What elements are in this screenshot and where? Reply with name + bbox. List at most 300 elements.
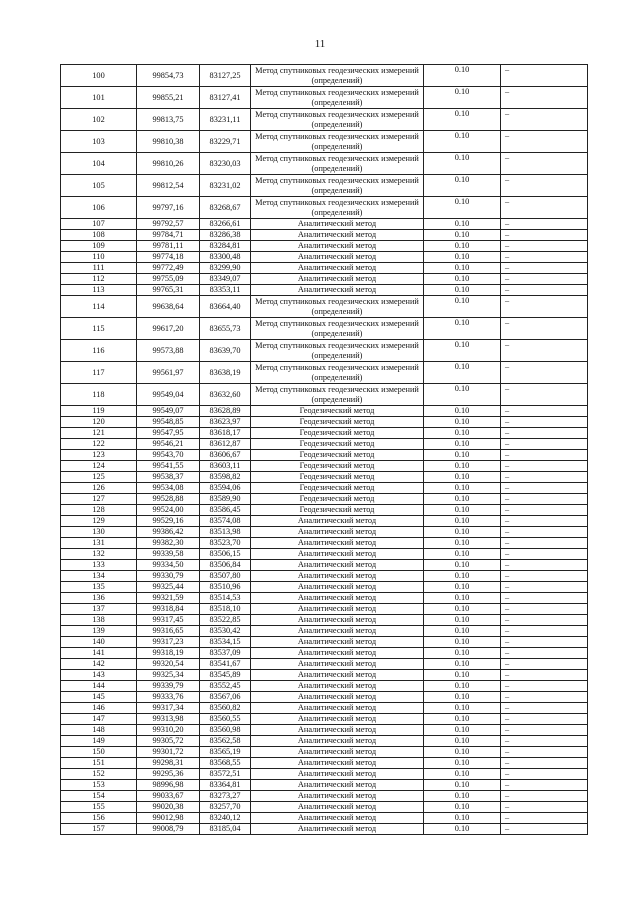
method-cell: Аналитический метод: [251, 670, 424, 681]
x-coordinate-cell: 99547,95: [137, 428, 200, 439]
table-row: [61, 615, 588, 626]
x-coordinate-cell: 99334,50: [137, 560, 200, 571]
precision-cell: 0.10: [424, 681, 501, 692]
method-cell: Аналитический метод: [251, 263, 424, 274]
method-cell: Аналитический метод: [251, 637, 424, 648]
note-cell: –: [501, 582, 588, 593]
point-number-cell: 135: [61, 582, 137, 593]
point-number-cell: 122: [61, 439, 137, 450]
x-coordinate-cell: 99534,08: [137, 483, 200, 494]
y-coordinate-cell: 83523,70: [200, 538, 251, 549]
table-row: [61, 109, 588, 131]
table-row: [61, 439, 588, 450]
point-number-cell: 125: [61, 472, 137, 483]
point-number-cell: 136: [61, 593, 137, 604]
note-cell: –: [501, 714, 588, 725]
x-coordinate-cell: 99382,30: [137, 538, 200, 549]
x-coordinate-cell: 99538,37: [137, 472, 200, 483]
method-cell: Аналитический метод: [251, 560, 424, 571]
precision-cell: 0.10: [424, 758, 501, 769]
note-cell: –: [501, 659, 588, 670]
point-number-cell: 147: [61, 714, 137, 725]
note-cell: –: [501, 593, 588, 604]
point-number-cell: 100: [61, 65, 137, 87]
y-coordinate-cell: 83349,07: [200, 274, 251, 285]
point-number-cell: 151: [61, 758, 137, 769]
method-cell: Геодезический метод: [251, 428, 424, 439]
y-coordinate-cell: 83231,02: [200, 175, 251, 197]
y-coordinate-cell: 83574,08: [200, 516, 251, 527]
table-row: [61, 428, 588, 439]
note-cell: –: [501, 780, 588, 791]
point-number-cell: 126: [61, 483, 137, 494]
note-cell: –: [501, 175, 588, 197]
point-number-cell: 150: [61, 747, 137, 758]
y-coordinate-cell: 83300,48: [200, 252, 251, 263]
point-number-cell: 104: [61, 153, 137, 175]
note-cell: –: [501, 340, 588, 362]
table-row: [61, 670, 588, 681]
table-row: [61, 791, 588, 802]
precision-cell: 0.10: [424, 791, 501, 802]
method-cell: Геодезический метод: [251, 450, 424, 461]
note-cell: –: [501, 604, 588, 615]
coordinates-table: [60, 64, 588, 835]
note-cell: –: [501, 406, 588, 417]
note-cell: –: [501, 516, 588, 527]
y-coordinate-cell: 83632,60: [200, 384, 251, 406]
precision-cell: 0.10: [424, 604, 501, 615]
precision-cell: 0.10: [424, 197, 501, 219]
note-cell: –: [501, 549, 588, 560]
precision-cell: 0.10: [424, 428, 501, 439]
x-coordinate-cell: 99784,71: [137, 230, 200, 241]
x-coordinate-cell: 99033,67: [137, 791, 200, 802]
note-cell: –: [501, 450, 588, 461]
x-coordinate-cell: 98996,98: [137, 780, 200, 791]
precision-cell: 0.10: [424, 296, 501, 318]
y-coordinate-cell: 83534,15: [200, 637, 251, 648]
x-coordinate-cell: 99765,31: [137, 285, 200, 296]
method-cell: Аналитический метод: [251, 230, 424, 241]
table-row: [61, 538, 588, 549]
x-coordinate-cell: 99546,21: [137, 439, 200, 450]
note-cell: –: [501, 131, 588, 153]
y-coordinate-cell: 83664,40: [200, 296, 251, 318]
note-cell: –: [501, 153, 588, 175]
note-cell: –: [501, 219, 588, 230]
note-cell: –: [501, 769, 588, 780]
precision-cell: 0.10: [424, 780, 501, 791]
note-cell: –: [501, 626, 588, 637]
precision-cell: 0.10: [424, 417, 501, 428]
y-coordinate-cell: 83353,11: [200, 285, 251, 296]
point-number-cell: 118: [61, 384, 137, 406]
x-coordinate-cell: 99774,18: [137, 252, 200, 263]
x-coordinate-cell: 99617,20: [137, 318, 200, 340]
precision-cell: 0.10: [424, 153, 501, 175]
x-coordinate-cell: 99638,64: [137, 296, 200, 318]
point-number-cell: 148: [61, 725, 137, 736]
precision-cell: 0.10: [424, 461, 501, 472]
point-number-cell: 155: [61, 802, 137, 813]
table-row: [61, 362, 588, 384]
x-coordinate-cell: 99330,79: [137, 571, 200, 582]
precision-cell: 0.10: [424, 87, 501, 109]
method-cell: Аналитический метод: [251, 780, 424, 791]
method-cell: Метод спутниковых геодезических измерений (определений): [251, 296, 424, 318]
table-row: [61, 87, 588, 109]
precision-cell: 0.10: [424, 406, 501, 417]
precision-cell: 0.10: [424, 362, 501, 384]
method-cell: Аналитический метод: [251, 648, 424, 659]
precision-cell: 0.10: [424, 549, 501, 560]
y-coordinate-cell: 83638,19: [200, 362, 251, 384]
y-coordinate-cell: 83284,81: [200, 241, 251, 252]
note-cell: –: [501, 362, 588, 384]
note-cell: –: [501, 692, 588, 703]
point-number-cell: 146: [61, 703, 137, 714]
y-coordinate-cell: 83568,55: [200, 758, 251, 769]
note-cell: –: [501, 802, 588, 813]
table-row: [61, 417, 588, 428]
x-coordinate-cell: 99772,49: [137, 263, 200, 274]
precision-cell: 0.10: [424, 131, 501, 153]
table-row: [61, 747, 588, 758]
note-cell: –: [501, 285, 588, 296]
method-cell: Аналитический метод: [251, 736, 424, 747]
y-coordinate-cell: 83552,45: [200, 681, 251, 692]
note-cell: –: [501, 241, 588, 252]
x-coordinate-cell: 99812,54: [137, 175, 200, 197]
table-row: [61, 736, 588, 747]
y-coordinate-cell: 83530,42: [200, 626, 251, 637]
point-number-cell: 149: [61, 736, 137, 747]
note-cell: –: [501, 747, 588, 758]
point-number-cell: 103: [61, 131, 137, 153]
y-coordinate-cell: 83514,53: [200, 593, 251, 604]
y-coordinate-cell: 83541,67: [200, 659, 251, 670]
y-coordinate-cell: 83229,71: [200, 131, 251, 153]
point-number-cell: 106: [61, 197, 137, 219]
method-cell: Метод спутниковых геодезических измерений (определений): [251, 87, 424, 109]
x-coordinate-cell: 99855,21: [137, 87, 200, 109]
y-coordinate-cell: 83127,25: [200, 65, 251, 87]
x-coordinate-cell: 99012,98: [137, 813, 200, 824]
y-coordinate-cell: 83565,19: [200, 747, 251, 758]
precision-cell: 0.10: [424, 252, 501, 263]
point-number-cell: 107: [61, 219, 137, 230]
x-coordinate-cell: 99320,54: [137, 659, 200, 670]
y-coordinate-cell: 83185,04: [200, 824, 251, 835]
method-cell: Аналитический метод: [251, 681, 424, 692]
method-cell: Аналитический метод: [251, 725, 424, 736]
point-number-cell: 143: [61, 670, 137, 681]
point-number-cell: 108: [61, 230, 137, 241]
table-row: [61, 648, 588, 659]
method-cell: Метод спутниковых геодезических измерений (определений): [251, 197, 424, 219]
method-cell: Аналитический метод: [251, 527, 424, 538]
y-coordinate-cell: 83603,11: [200, 461, 251, 472]
x-coordinate-cell: 99325,34: [137, 670, 200, 681]
method-cell: Аналитический метод: [251, 604, 424, 615]
point-number-cell: 123: [61, 450, 137, 461]
y-coordinate-cell: 83567,06: [200, 692, 251, 703]
method-cell: Геодезический метод: [251, 472, 424, 483]
method-cell: Метод спутниковых геодезических измерений (определений): [251, 109, 424, 131]
note-cell: –: [501, 791, 588, 802]
method-cell: Метод спутниковых геодезических измерений (определений): [251, 153, 424, 175]
table-row: [61, 802, 588, 813]
method-cell: Аналитический метод: [251, 824, 424, 835]
point-number-cell: 117: [61, 362, 137, 384]
table-row: [61, 637, 588, 648]
precision-cell: 0.10: [424, 637, 501, 648]
y-coordinate-cell: 83240,12: [200, 813, 251, 824]
x-coordinate-cell: 99797,16: [137, 197, 200, 219]
method-cell: Аналитический метод: [251, 549, 424, 560]
point-number-cell: 114: [61, 296, 137, 318]
precision-cell: 0.10: [424, 494, 501, 505]
table-row: [61, 560, 588, 571]
method-cell: Аналитический метод: [251, 274, 424, 285]
x-coordinate-cell: 99813,75: [137, 109, 200, 131]
method-cell: Геодезический метод: [251, 505, 424, 516]
y-coordinate-cell: 83560,82: [200, 703, 251, 714]
note-cell: –: [501, 296, 588, 318]
note-cell: –: [501, 615, 588, 626]
precision-cell: 0.10: [424, 109, 501, 131]
method-cell: Метод спутниковых геодезических измерений (определений): [251, 384, 424, 406]
table-row: [61, 384, 588, 406]
method-cell: Метод спутниковых геодезических измерений (определений): [251, 175, 424, 197]
table-row: [61, 318, 588, 340]
x-coordinate-cell: 99792,57: [137, 219, 200, 230]
y-coordinate-cell: 83545,89: [200, 670, 251, 681]
y-coordinate-cell: 83506,15: [200, 549, 251, 560]
precision-cell: 0.10: [424, 263, 501, 274]
method-cell: Геодезический метод: [251, 494, 424, 505]
precision-cell: 0.10: [424, 824, 501, 835]
note-cell: –: [501, 230, 588, 241]
note-cell: –: [501, 65, 588, 87]
note-cell: –: [501, 384, 588, 406]
y-coordinate-cell: 83560,55: [200, 714, 251, 725]
precision-cell: 0.10: [424, 285, 501, 296]
point-number-cell: 121: [61, 428, 137, 439]
y-coordinate-cell: 83655,73: [200, 318, 251, 340]
y-coordinate-cell: 83513,98: [200, 527, 251, 538]
method-cell: Метод спутниковых геодезических измерений (определений): [251, 131, 424, 153]
x-coordinate-cell: 99317,34: [137, 703, 200, 714]
x-coordinate-cell: 99339,58: [137, 549, 200, 560]
point-number-cell: 139: [61, 626, 137, 637]
y-coordinate-cell: 83273,27: [200, 791, 251, 802]
x-coordinate-cell: 99854,73: [137, 65, 200, 87]
x-coordinate-cell: 99810,26: [137, 153, 200, 175]
method-cell: Аналитический метод: [251, 219, 424, 230]
table-row: [61, 263, 588, 274]
note-cell: –: [501, 428, 588, 439]
x-coordinate-cell: 99305,72: [137, 736, 200, 747]
table-row: [61, 659, 588, 670]
table-row: [61, 175, 588, 197]
table-row: [61, 681, 588, 692]
method-cell: Аналитический метод: [251, 769, 424, 780]
x-coordinate-cell: 99316,65: [137, 626, 200, 637]
y-coordinate-cell: 83299,90: [200, 263, 251, 274]
note-cell: –: [501, 263, 588, 274]
y-coordinate-cell: 83623,97: [200, 417, 251, 428]
x-coordinate-cell: 99317,45: [137, 615, 200, 626]
point-number-cell: 131: [61, 538, 137, 549]
precision-cell: 0.10: [424, 483, 501, 494]
note-cell: –: [501, 648, 588, 659]
y-coordinate-cell: 83507,80: [200, 571, 251, 582]
point-number-cell: 142: [61, 659, 137, 670]
y-coordinate-cell: 83510,96: [200, 582, 251, 593]
y-coordinate-cell: 83618,17: [200, 428, 251, 439]
x-coordinate-cell: 99561,97: [137, 362, 200, 384]
point-number-cell: 156: [61, 813, 137, 824]
method-cell: Аналитический метод: [251, 582, 424, 593]
point-number-cell: 111: [61, 263, 137, 274]
method-cell: Аналитический метод: [251, 692, 424, 703]
x-coordinate-cell: 99295,36: [137, 769, 200, 780]
precision-cell: 0.10: [424, 384, 501, 406]
note-cell: –: [501, 560, 588, 571]
note-cell: –: [501, 758, 588, 769]
y-coordinate-cell: 83612,87: [200, 439, 251, 450]
y-coordinate-cell: 83268,67: [200, 197, 251, 219]
point-number-cell: 130: [61, 527, 137, 538]
method-cell: Геодезический метод: [251, 439, 424, 450]
point-number-cell: 138: [61, 615, 137, 626]
point-number-cell: 137: [61, 604, 137, 615]
precision-cell: 0.10: [424, 571, 501, 582]
note-cell: –: [501, 494, 588, 505]
note-cell: –: [501, 472, 588, 483]
method-cell: Геодезический метод: [251, 461, 424, 472]
note-cell: –: [501, 681, 588, 692]
method-cell: Аналитический метод: [251, 516, 424, 527]
precision-cell: 0.10: [424, 516, 501, 527]
note-cell: –: [501, 824, 588, 835]
note-cell: –: [501, 813, 588, 824]
y-coordinate-cell: 83562,58: [200, 736, 251, 747]
point-number-cell: 129: [61, 516, 137, 527]
x-coordinate-cell: 99549,04: [137, 384, 200, 406]
method-cell: Аналитический метод: [251, 615, 424, 626]
method-cell: Аналитический метод: [251, 813, 424, 824]
point-number-cell: 154: [61, 791, 137, 802]
precision-cell: 0.10: [424, 582, 501, 593]
note-cell: –: [501, 318, 588, 340]
precision-cell: 0.10: [424, 340, 501, 362]
note-cell: –: [501, 439, 588, 450]
precision-cell: 0.10: [424, 714, 501, 725]
table-row: [61, 241, 588, 252]
table-row: [61, 604, 588, 615]
x-coordinate-cell: 99339,79: [137, 681, 200, 692]
method-cell: Аналитический метод: [251, 758, 424, 769]
precision-cell: 0.10: [424, 230, 501, 241]
method-cell: Аналитический метод: [251, 593, 424, 604]
method-cell: Метод спутниковых геодезических измерений (определений): [251, 362, 424, 384]
method-cell: Аналитический метод: [251, 626, 424, 637]
method-cell: Аналитический метод: [251, 659, 424, 670]
table-row: [61, 692, 588, 703]
precision-cell: 0.10: [424, 802, 501, 813]
table-row: [61, 626, 588, 637]
precision-cell: 0.10: [424, 769, 501, 780]
method-cell: Аналитический метод: [251, 714, 424, 725]
method-cell: Геодезический метод: [251, 417, 424, 428]
point-number-cell: 132: [61, 549, 137, 560]
precision-cell: 0.10: [424, 670, 501, 681]
table-row: [61, 153, 588, 175]
y-coordinate-cell: 83230,03: [200, 153, 251, 175]
note-cell: –: [501, 703, 588, 714]
y-coordinate-cell: 83606,67: [200, 450, 251, 461]
point-number-cell: 153: [61, 780, 137, 791]
y-coordinate-cell: 83286,38: [200, 230, 251, 241]
table-row: [61, 219, 588, 230]
precision-cell: 0.10: [424, 736, 501, 747]
table-row: [61, 725, 588, 736]
note-cell: –: [501, 461, 588, 472]
table-row: [61, 527, 588, 538]
method-cell: Геодезический метод: [251, 483, 424, 494]
point-number-cell: 141: [61, 648, 137, 659]
table-row: [61, 758, 588, 769]
x-coordinate-cell: 99755,09: [137, 274, 200, 285]
precision-cell: 0.10: [424, 659, 501, 670]
x-coordinate-cell: 99321,59: [137, 593, 200, 604]
point-number-cell: 152: [61, 769, 137, 780]
note-cell: –: [501, 274, 588, 285]
table-row: [61, 824, 588, 835]
x-coordinate-cell: 99386,42: [137, 527, 200, 538]
precision-cell: 0.10: [424, 439, 501, 450]
precision-cell: 0.10: [424, 472, 501, 483]
table-row: [61, 505, 588, 516]
point-number-cell: 110: [61, 252, 137, 263]
x-coordinate-cell: 99781,11: [137, 241, 200, 252]
point-number-cell: 140: [61, 637, 137, 648]
method-cell: Аналитический метод: [251, 285, 424, 296]
precision-cell: 0.10: [424, 538, 501, 549]
y-coordinate-cell: 83586,45: [200, 505, 251, 516]
y-coordinate-cell: 83257,70: [200, 802, 251, 813]
y-coordinate-cell: 83518,10: [200, 604, 251, 615]
note-cell: –: [501, 197, 588, 219]
point-number-cell: 157: [61, 824, 137, 835]
page-number: 11: [314, 38, 326, 50]
x-coordinate-cell: 99333,76: [137, 692, 200, 703]
point-number-cell: 101: [61, 87, 137, 109]
point-number-cell: 124: [61, 461, 137, 472]
table-row: [61, 131, 588, 153]
table-row: [61, 703, 588, 714]
table-row: [61, 252, 588, 263]
y-coordinate-cell: 83522,85: [200, 615, 251, 626]
table-row: [61, 461, 588, 472]
precision-cell: 0.10: [424, 450, 501, 461]
point-number-cell: 119: [61, 406, 137, 417]
x-coordinate-cell: 99317,23: [137, 637, 200, 648]
method-cell: Метод спутниковых геодезических измерений (определений): [251, 318, 424, 340]
